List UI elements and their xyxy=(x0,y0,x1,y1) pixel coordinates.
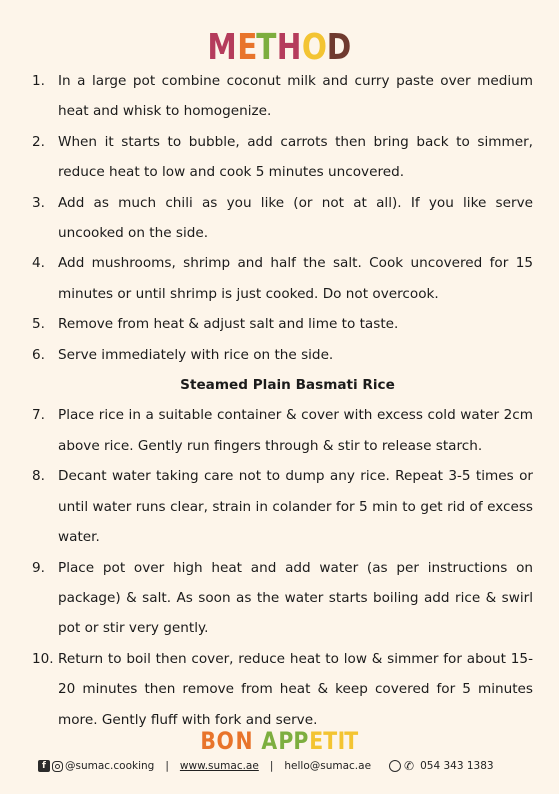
closing-letter: T xyxy=(323,727,338,755)
method-step xyxy=(32,340,533,370)
rice-subheading: Steamed Plain Basmati Rice xyxy=(180,377,395,394)
phone-icon[interactable]: ✆ xyxy=(404,759,415,773)
step-text: Place pot over high heat and add water (as per instructions on package) & salt. As soon as the water starts boiling add rice & swirl pot or stir very gently. xyxy=(58,559,533,637)
step-text: Place rice in a suitable container & cover with excess cold water 2cm above rice. Gently run fingers through & stir to release starch. xyxy=(58,407,533,454)
closing-letter: T xyxy=(344,727,359,755)
bon-appetit-heading xyxy=(0,726,559,756)
method-step xyxy=(32,188,533,249)
step-text: Return to boil then cover, reduce heat to low & simmer for about 15-20 minutes then remove from heat & keep covered for 5 minutes more. Gently fluff with fork and serve. xyxy=(58,650,533,728)
method-step xyxy=(32,553,533,644)
page-title xyxy=(0,28,559,68)
closing-letter: B xyxy=(200,727,217,755)
step-number: 9. xyxy=(32,559,45,576)
title-letter: H xyxy=(276,27,303,68)
step-number: 3. xyxy=(32,194,45,211)
method-step xyxy=(32,127,533,188)
method-step xyxy=(32,248,533,309)
step-number: 10. xyxy=(32,650,54,667)
closing-letter: O xyxy=(216,727,235,755)
footer xyxy=(38,760,528,772)
email-link[interactable]: hello@sumac.ae xyxy=(284,760,372,772)
closing-letter: P xyxy=(293,727,309,755)
step-number: 8. xyxy=(32,468,45,485)
social-handle[interactable]: @sumac.cooking xyxy=(65,760,155,772)
method-step xyxy=(32,461,533,552)
method-step xyxy=(32,66,533,127)
step-text: When it starts to bubble, add carrots then bring back to simmer, reduce heat to low and cook 5 minutes uncovered. xyxy=(58,133,533,181)
step-number: 6. xyxy=(32,346,45,363)
step-number: 2. xyxy=(32,133,45,150)
title-letter: D xyxy=(327,27,353,68)
instagram-icon[interactable] xyxy=(52,761,63,772)
step-number: 1. xyxy=(32,73,45,89)
step-number: 7. xyxy=(32,407,45,424)
method-steps xyxy=(32,66,533,735)
step-text: Add mushrooms, shrimp and half the salt. Cook uncovered for 15 minutes or until shrimp is just cooked. Do not overcook. xyxy=(58,255,533,302)
title-letter: O xyxy=(301,27,328,68)
closing-letter: E xyxy=(308,727,323,755)
closing-letter: I xyxy=(337,727,345,755)
phone-number[interactable]: 054 343 1383 xyxy=(420,760,494,772)
method-step xyxy=(32,644,533,735)
footer-separator: | xyxy=(165,760,169,772)
whatsapp-icon[interactable] xyxy=(389,760,401,772)
closing-letter: N xyxy=(235,727,253,755)
step-text: Serve immediately with rice on the side. xyxy=(58,346,334,363)
step-number: 5. xyxy=(32,316,45,333)
closing-letter: P xyxy=(277,727,293,755)
step-number: 4. xyxy=(32,255,45,272)
method-step xyxy=(32,309,533,339)
method-step xyxy=(32,400,533,461)
website-link[interactable]: www.sumac.ae xyxy=(179,760,259,772)
footer-separator: | xyxy=(269,760,274,772)
step-text: Decant water taking care not to dump any rice. Repeat 3-5 times or until water runs clear, strain in colander for 5 min to get rid of excess water. xyxy=(58,468,533,546)
title-letter: M xyxy=(207,27,238,68)
step-text: Remove from heat & adjust salt and lime to taste. xyxy=(58,316,399,333)
step-text: In a large pot combine coconut milk and curry paste over medium heat and whisk to homogenize. xyxy=(58,73,533,120)
step-text: Add as much chili as you like (or not at all). If you like serve uncooked on the side. xyxy=(58,194,533,242)
closing-letter: A xyxy=(261,727,278,755)
title-letter: T xyxy=(256,27,278,68)
facebook-icon[interactable]: f xyxy=(38,760,50,772)
title-letter: E xyxy=(236,27,258,68)
